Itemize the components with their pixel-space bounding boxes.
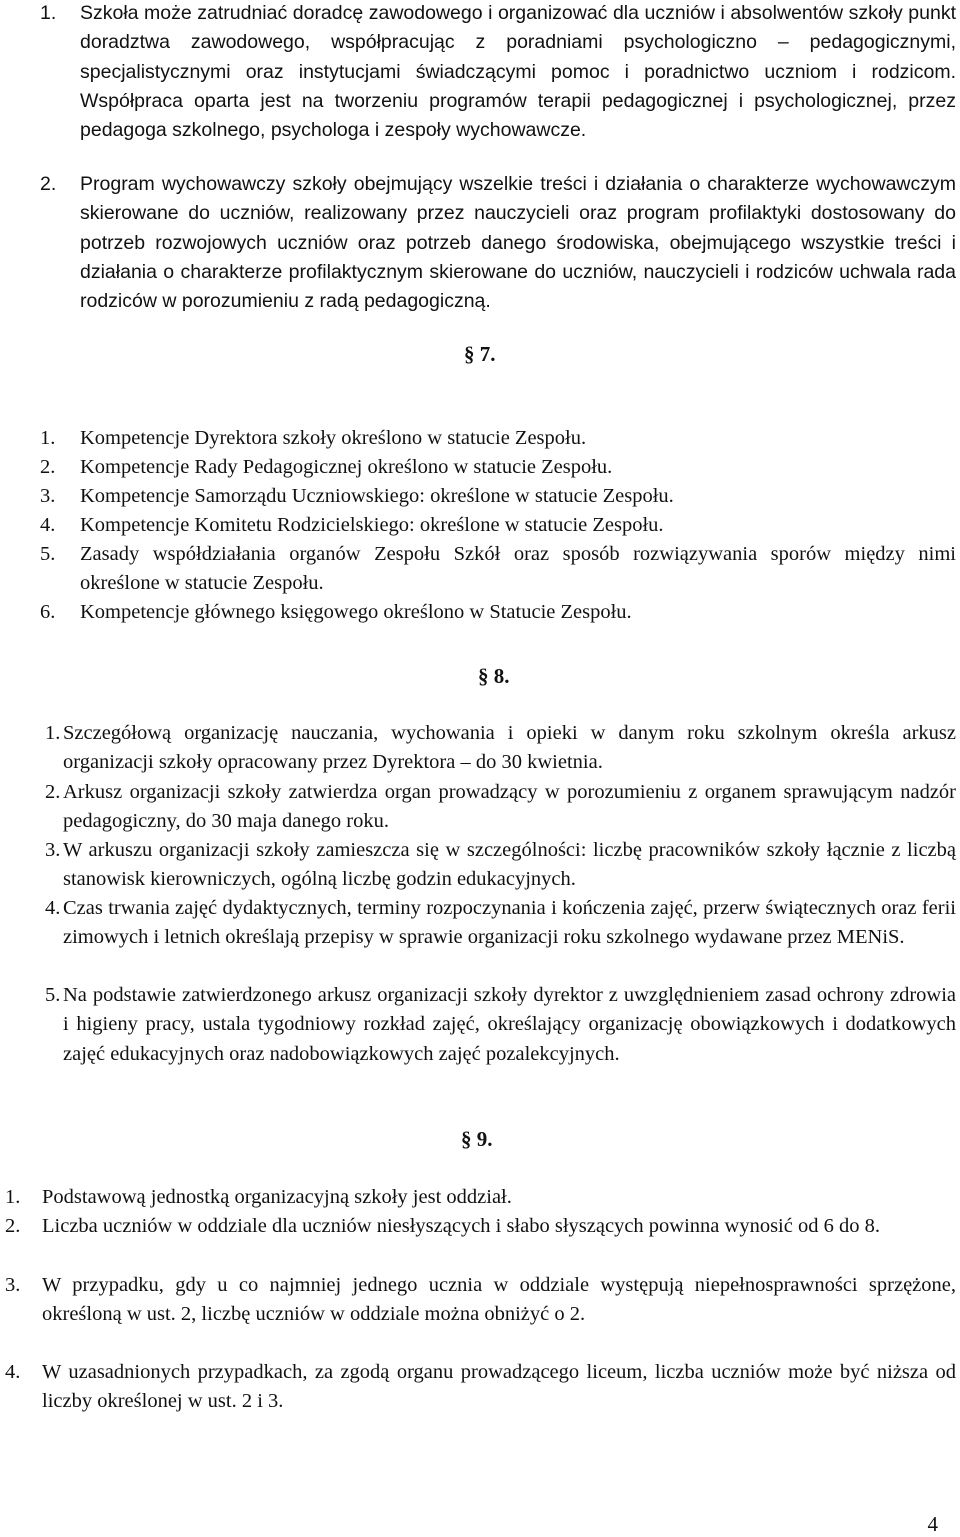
paragraph-number: 3.	[5, 1274, 21, 1296]
paragraph-9-2	[5, 1212, 956, 1272]
paragraph-number: 4.	[40, 514, 56, 536]
paragraph-text: Na podstawie zatwierdzonego arkusz organizacji szkoły dyrektor z uwzględnieniem zasad ochrony zdrowia i higieny pracy, ustala tygodniowy rozkład zajęć, określający organizację obowiązkowych i dodatkowych zajęć edukacyjnych oraz nadobowiązkowych zajęć pozalekcyjnych.	[63, 984, 956, 1065]
paragraph-9-4	[5, 1358, 956, 1418]
section-7-heading: § 7.	[464, 342, 496, 366]
paragraph-text: Czas trwania zajęć dydaktycznych, terminy rozpoczynania i kończenia zajęć, przerw świątecznych oraz ferii zimowych i letnich określają przepisy w sprawie organizacji roku szkolnego wydawane przez MENiS.	[63, 897, 956, 949]
paragraph-number: 2.	[5, 1215, 21, 1237]
paragraph-9-1	[5, 1183, 956, 1213]
paragraph-6-1	[40, 0, 956, 174]
paragraph-text: W przypadku, gdy u co najmniej jednego ucznia w oddziale występują niepełnosprawności sprzężone, określoną w ust. 2, liczbę uczniów w oddziale można obniżyć o 2.	[42, 1274, 956, 1326]
paragraph-text: W arkuszu organizacji szkoły zamieszcza się w szczególności: liczbę pracowników szkoły łącznie z liczbą stanowisk kierowniczych, ogólną liczbę godzin edukacyjnych.	[63, 839, 956, 891]
paragraph-8-2	[45, 778, 956, 838]
paragraph-text: Szkoła może zatrudniać doradcę zawodowego i organizować dla uczniów i absolwentów szkoły punkt doradztwa zawodowego, współpracując z poradniami psychologiczno – pedagogicznymi, specjalistycznymi oraz instytucjami świadczącymi pomoc i poradnictwo uczniom i rodzicom. Współpraca oparta jest na tworzeniu programów terapii pedagogicznej i psychologicznej, przez pedagoga szkolnego, psychologa i zespoły wychowawcze.	[80, 2, 956, 142]
paragraph-text: Kompetencje Samorządu Uczniowskiego: określone w statucie Zespołu.	[80, 485, 674, 507]
paragraph-number: 3.	[40, 485, 56, 507]
paragraph-8-3	[45, 836, 956, 896]
paragraph-7-6	[40, 598, 956, 628]
paragraph-text: Podstawową jednostką organizacyjną szkoły jest oddział.	[42, 1186, 512, 1208]
paragraph-text: Kompetencje Dyrektora szkoły określono w statucie Zespołu.	[80, 427, 587, 449]
paragraph-8-1	[45, 719, 956, 779]
paragraph-number: 1.	[5, 1186, 21, 1208]
paragraph-text: Kompetencje głównego księgowego określono w Statucie Zespołu.	[80, 601, 632, 623]
section-8-heading: § 8.	[478, 664, 510, 688]
paragraph-text: Szczegółową organizację nauczania, wychowania i opieki w danym roku szkolnym określa arkusz organizacji szkoły opracowany przez Dyrektora – do 30 kwietnia.	[63, 722, 956, 774]
paragraph-8-5	[45, 981, 956, 1099]
page-number: 4	[927, 1512, 938, 1536]
paragraph-6-2	[40, 170, 956, 350]
paragraph-number: 1.	[40, 2, 57, 24]
paragraph-7-3	[40, 482, 956, 512]
paragraph-text: W uzasadnionych przypadkach, za zgodą organu prowadzącego liceum, liczba uczniów może być niższa od liczby określonej w ust. 2 i 3.	[42, 1361, 956, 1413]
section-9-heading: § 9.	[461, 1127, 493, 1151]
paragraph-number: 4.	[5, 1361, 21, 1383]
paragraph-number: 2.	[40, 173, 57, 195]
paragraph-text: Kompetencje Rady Pedagogicznej określono w statucie Zespołu.	[80, 456, 613, 478]
paragraph-8-4	[45, 894, 956, 984]
paragraph-text: Program wychowawczy szkoły obejmujący wszelkie treści i działania o charakterze wychowawczym skierowane do uczniów, realizowany przez nauczycieli oraz program profilaktyki dostosowany do potrzeb rozwojowych uczniów oraz potrzeb danego środowiska, obejmującego wszystkie treści i działania o charakterze profilaktycznym skierowane do uczniów, nauczycieli i rodziców uchwala rada rodziców w porozumieniu z radą pedagogiczną.	[80, 173, 956, 313]
paragraph-number: 5.	[45, 984, 61, 1006]
paragraph-7-1	[40, 424, 956, 454]
paragraph-text: Kompetencje Komitetu Rodzicielskiego: określone w statucie Zespołu.	[80, 514, 664, 536]
paragraph-number: 5.	[40, 543, 56, 565]
paragraph-number: 6.	[40, 601, 56, 623]
paragraph-number: 1.	[45, 722, 61, 744]
paragraph-number: 2.	[45, 781, 61, 803]
paragraph-9-3	[5, 1271, 956, 1359]
paragraph-number: 4.	[45, 897, 61, 919]
paragraph-number: 2.	[40, 456, 56, 478]
paragraph-text: Arkusz organizacji szkoły zatwierdza organ prowadzący w porozumieniu z organem sprawującym nadzór pedagogiczny, do 30 maja danego roku.	[63, 781, 956, 833]
paragraph-number: 3.	[45, 839, 61, 861]
paragraph-number: 1.	[40, 427, 56, 449]
paragraph-text: Liczba uczniów w oddziale dla uczniów niesłyszących i słabo słyszących powinna wynosić od 6 do 8.	[42, 1215, 880, 1237]
paragraph-7-4	[40, 511, 956, 541]
paragraph-text: Zasady współdziałania organów Zespołu Szkół oraz sposób rozwiązywania sporów między nimi określone w statucie Zespołu.	[80, 543, 956, 595]
paragraph-7-2	[40, 453, 956, 483]
paragraph-7-5	[40, 540, 956, 600]
